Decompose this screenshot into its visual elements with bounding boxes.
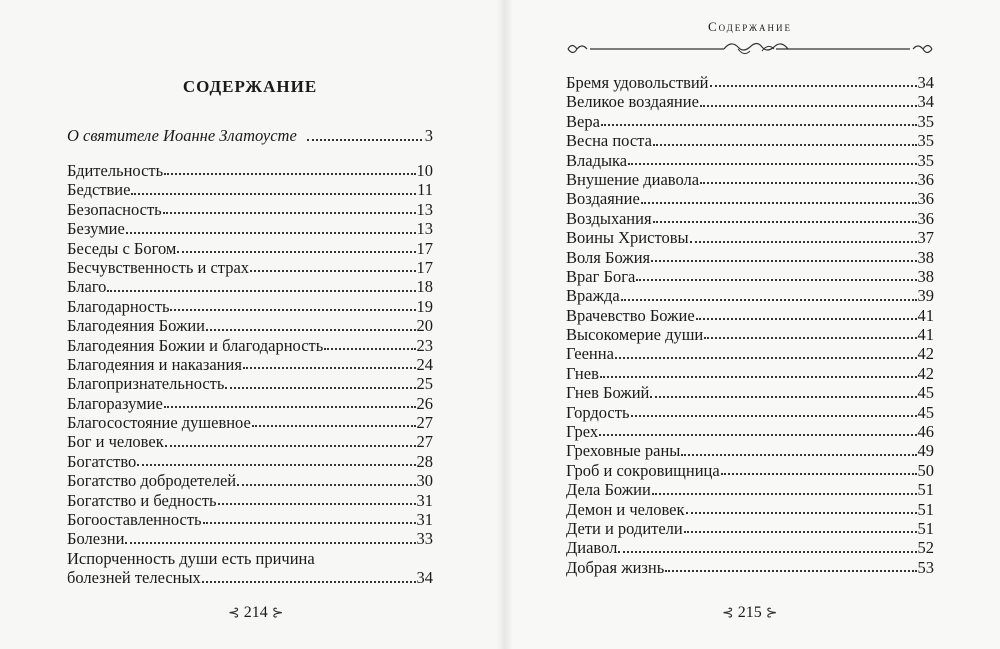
toc-entry[interactable]: [566, 73, 934, 92]
toc-entry-page: 17: [416, 257, 433, 277]
toc-entry-page: 20: [416, 316, 433, 336]
toc-entry-title: Испорченность души есть причина: [67, 548, 315, 568]
toc-entry-title: Диавол: [566, 538, 618, 558]
toc-entry[interactable]: [566, 209, 934, 228]
dot-leader: [641, 202, 917, 204]
book-gutter: [497, 0, 513, 649]
toc-entry[interactable]: [566, 519, 934, 538]
dot-leader: [681, 454, 916, 456]
toc-entry-title: Гнев: [566, 363, 599, 383]
toc-entry-title: Благодеяния Божии и благодарность: [67, 335, 324, 355]
toc-entry-page: 41: [917, 305, 934, 325]
dot-leader: [710, 85, 917, 87]
toc-entry-page: 34: [416, 568, 433, 588]
toc-entry-title: Гроб и сокровищница: [566, 460, 720, 480]
dot-leader: [250, 270, 415, 272]
toc-entry-page: 51: [917, 480, 934, 500]
dot-leader: [618, 551, 916, 553]
toc-entry-page: 53: [917, 557, 934, 577]
dot-leader: [218, 503, 416, 505]
toc-entry[interactable]: [566, 344, 934, 363]
dot-leader: [621, 299, 917, 301]
toc-entry[interactable]: [566, 151, 934, 170]
toc-entry-page: 35: [917, 111, 934, 131]
dot-leader: [600, 376, 917, 378]
toc-entry-page: 36: [917, 208, 934, 228]
toc-entry-page: 27: [416, 432, 433, 452]
dot-leader: [653, 144, 917, 146]
toc-entry-page: 42: [917, 363, 934, 383]
toc-entry-title: Благодарность: [67, 296, 170, 316]
toc-entry-title: Воздыхания: [566, 208, 652, 228]
toc-intro-entry[interactable]: [67, 126, 433, 146]
toc-entry-title: Высокомерие души: [566, 325, 704, 345]
folio-flourish-icon: ⊱: [271, 605, 284, 621]
toc-entry-title: Благодеяния Божии: [67, 316, 206, 336]
dot-leader: [243, 367, 416, 369]
toc-entry[interactable]: [67, 180, 433, 199]
toc-entry-title: Воины Христовы: [566, 228, 689, 248]
dot-leader: [252, 425, 416, 427]
toc-entry[interactable]: [67, 200, 433, 219]
toc-list-right: [566, 73, 934, 577]
toc-entry-page: 38: [917, 247, 934, 267]
dot-leader: [636, 279, 916, 281]
toc-entry-page: 35: [917, 150, 934, 170]
toc-entry-page: 42: [917, 344, 934, 364]
toc-entry[interactable]: [566, 267, 934, 286]
scroll-ornament-icon: [562, 39, 938, 59]
toc-entry-page: 24: [416, 354, 433, 374]
toc-entry-page: 25: [416, 374, 433, 394]
toc-entry[interactable]: [67, 452, 433, 471]
toc-entry-page: 38: [917, 266, 934, 286]
toc-entry-title: Благо: [67, 277, 107, 297]
toc-entry-page: 31: [416, 490, 433, 510]
toc-entry-title: Враг Бога: [566, 266, 636, 286]
toc-entry-title: Врачевство Божие: [566, 305, 695, 325]
toc-entry-title: О святителе Иоанне Златоусте: [67, 126, 297, 145]
toc-entry[interactable]: [67, 277, 433, 296]
toc-entry-title: Великое воздаяние: [566, 92, 699, 112]
toc-entry[interactable]: [67, 336, 433, 355]
toc-entry-line[interactable]: [67, 568, 433, 587]
dot-leader: [137, 464, 415, 466]
toc-entry[interactable]: [566, 325, 934, 344]
toc-entry[interactable]: [566, 248, 934, 267]
dot-leader: [203, 522, 416, 524]
dot-leader: [164, 406, 416, 408]
toc-entry-title: Гордость: [566, 402, 630, 422]
dot-leader: [700, 105, 917, 107]
toc-entry-title: Демон и человек: [566, 499, 685, 519]
toc-entry-title: Вражда: [566, 286, 620, 306]
toc-entry[interactable]: [566, 480, 934, 499]
toc-entry-title: Владыка: [566, 150, 628, 170]
toc-entry-page: 41: [917, 325, 934, 345]
toc-entry-title: Добрая жизнь: [566, 557, 665, 577]
dot-leader: [164, 173, 415, 175]
dot-leader: [126, 232, 416, 234]
toc-entry-page: 34: [917, 72, 934, 92]
dot-leader: [225, 387, 415, 389]
toc-entry-title: Геенна: [566, 344, 614, 364]
dot-leader: [628, 163, 916, 165]
toc-entry[interactable]: [566, 170, 934, 189]
dot-leader: [202, 581, 416, 583]
toc-entry[interactable]: [566, 306, 934, 325]
dot-leader: [307, 139, 422, 141]
dot-leader: [107, 290, 415, 292]
toc-entry-page: 31: [416, 510, 433, 530]
toc-entry[interactable]: [566, 403, 934, 422]
toc-entry-page: 50: [917, 460, 934, 480]
dot-leader: [237, 484, 415, 486]
toc-entry-title: Благопризнательность: [67, 374, 225, 394]
dot-leader: [206, 329, 415, 331]
dot-leader: [324, 348, 415, 350]
toc-entry-page: 35: [917, 131, 934, 151]
toc-entry[interactable]: [67, 258, 433, 277]
page-title: СОДЕРЖАНИЕ: [182, 77, 318, 96]
toc-entry[interactable]: [566, 286, 934, 305]
toc-entry-page: 23: [416, 335, 433, 355]
toc-entry-title: Вера: [566, 111, 600, 131]
toc-entry-title: Богатство добродетелей: [67, 471, 237, 491]
dot-leader: [125, 542, 415, 544]
toc-entry-page: 34: [917, 92, 934, 112]
toc-entry-title: Гнев Божий: [566, 383, 650, 403]
toc-entry-title: Дела Божии: [566, 480, 651, 500]
toc-entry-page: 36: [917, 189, 934, 209]
toc-entry[interactable]: [67, 529, 433, 548]
toc-entry-title: Бдительность: [67, 160, 164, 180]
toc-entry-title: Воздаяние: [566, 189, 640, 209]
dot-leader: [653, 221, 917, 223]
dot-leader: [131, 193, 416, 195]
toc-entry-title: Весна поста: [566, 131, 652, 151]
toc-entry-page: 30: [416, 471, 433, 491]
toc-entry[interactable]: [566, 112, 934, 131]
toc-entry-page: 19: [416, 296, 433, 316]
toc-entry[interactable]: [566, 364, 934, 383]
toc-entry[interactable]: [67, 413, 433, 432]
page-number-right: [722, 604, 777, 622]
dot-leader: [704, 337, 916, 339]
toc-entry-title: Болезни: [67, 529, 125, 549]
dot-leader: [652, 493, 917, 495]
toc-entry[interactable]: [566, 461, 934, 480]
toc-entry-page: 51: [917, 518, 934, 538]
toc-entry-page: 26: [416, 393, 433, 413]
toc-entry-title: Бог и человек: [67, 432, 164, 452]
toc-entry-page: 46: [917, 422, 934, 442]
toc-entry-page: 13: [416, 219, 433, 239]
toc-entry[interactable]: [67, 161, 433, 180]
toc-entry-title: Богатство: [67, 451, 137, 471]
toc-entry-page: 37: [917, 228, 934, 248]
folio-number: 214: [243, 604, 268, 621]
toc-entry-page: 33: [416, 529, 433, 549]
toc-entry-page: 28: [416, 451, 433, 471]
dot-leader: [170, 309, 415, 311]
toc-entry-page: 13: [416, 199, 433, 219]
dot-leader: [700, 182, 916, 184]
toc-entry[interactable]: [566, 383, 934, 402]
toc-entry[interactable]: [67, 432, 433, 451]
dot-leader: [721, 473, 917, 475]
toc-entry-page: 49: [917, 441, 934, 461]
toc-entry[interactable]: [67, 374, 433, 393]
dot-leader: [650, 396, 916, 398]
toc-entry-page: 11: [417, 180, 433, 200]
toc-entry[interactable]: [67, 239, 433, 258]
toc-entry[interactable]: [67, 316, 433, 335]
toc-entry[interactable]: [566, 228, 934, 247]
toc-entry-title: Бремя удовольствий: [566, 72, 709, 92]
toc-entry-title: болезней телесных: [67, 568, 201, 588]
dot-leader: [690, 241, 917, 243]
toc-entry[interactable]: [566, 538, 934, 557]
toc-entry[interactable]: [67, 394, 433, 413]
toc-entry-title: Беседы с Богом: [67, 238, 177, 258]
toc-entry-title: Внушение диавола: [566, 169, 700, 189]
toc-entry[interactable]: [566, 500, 934, 519]
toc-entry-page: 52: [917, 538, 934, 558]
toc-entry-page: 45: [917, 402, 934, 422]
toc-entry-page: 10: [416, 160, 433, 180]
toc-entry[interactable]: [67, 219, 433, 238]
toc-entry[interactable]: [67, 510, 433, 529]
toc-entry-title: Благоразумие: [67, 393, 163, 413]
dot-leader: [177, 251, 415, 253]
toc-entry-title: Грех: [566, 422, 599, 442]
toc-entry-page: 45: [917, 383, 934, 403]
toc-entry-title: Воля Божия: [566, 247, 651, 267]
dot-leader: [696, 318, 917, 320]
toc-entry-page: 39: [917, 286, 934, 306]
dot-leader: [631, 415, 917, 417]
folio-flourish-icon: ⊱: [765, 605, 778, 621]
dot-leader: [684, 531, 917, 533]
toc-entry[interactable]: [566, 189, 934, 208]
folio-flourish-icon: ⊰: [228, 605, 240, 621]
dot-leader: [601, 124, 917, 126]
toc-entry[interactable]: [566, 422, 934, 441]
toc-entry[interactable]: [67, 355, 433, 374]
toc-entry-title: Безумие: [67, 219, 125, 239]
toc-entry-title: Благодеяния и наказания: [67, 354, 242, 374]
toc-entry-title: Благосостояние душевное: [67, 413, 251, 433]
toc-entry[interactable]: [67, 491, 433, 510]
toc-entry-title: Богатство и бедность: [67, 490, 217, 510]
toc-entry-page: 27: [416, 413, 433, 433]
toc-entry-title: Богооставленность: [67, 510, 202, 530]
dot-leader: [165, 445, 416, 447]
page-number-left: [228, 604, 283, 622]
dot-leader: [615, 357, 917, 359]
folio-number: 215: [737, 604, 762, 621]
toc-entry-line[interactable]: [67, 549, 433, 568]
toc-entry-page: 51: [917, 499, 934, 519]
toc-entry[interactable]: [67, 471, 433, 490]
dot-leader: [651, 260, 916, 262]
toc-entry-title: Греховные раны: [566, 441, 681, 461]
toc-entry[interactable]: [566, 441, 934, 460]
toc-entry-page: 17: [416, 238, 433, 258]
dot-leader: [686, 512, 917, 514]
toc-entry-title: Дети и родители: [566, 518, 683, 538]
running-head: Содержание: [707, 19, 793, 34]
dot-leader: [163, 212, 416, 214]
toc-entry[interactable]: [566, 558, 934, 577]
toc-entry-title: Бесчувственность и страх: [67, 257, 250, 277]
toc-list-left: [67, 161, 433, 588]
toc-entry-title: Бедствие: [67, 180, 131, 200]
toc-entry-page: 18: [416, 277, 433, 297]
toc-entry-title: Безопасность: [67, 199, 162, 219]
toc-entry[interactable]: [566, 92, 934, 111]
dot-leader: [599, 434, 916, 436]
toc-entry-page: 36: [917, 169, 934, 189]
toc-entry[interactable]: [566, 131, 934, 150]
folio-flourish-icon: ⊰: [722, 605, 734, 621]
toc-entry-page: 3: [424, 126, 433, 145]
dot-leader: [665, 570, 916, 572]
toc-entry[interactable]: [67, 297, 433, 316]
